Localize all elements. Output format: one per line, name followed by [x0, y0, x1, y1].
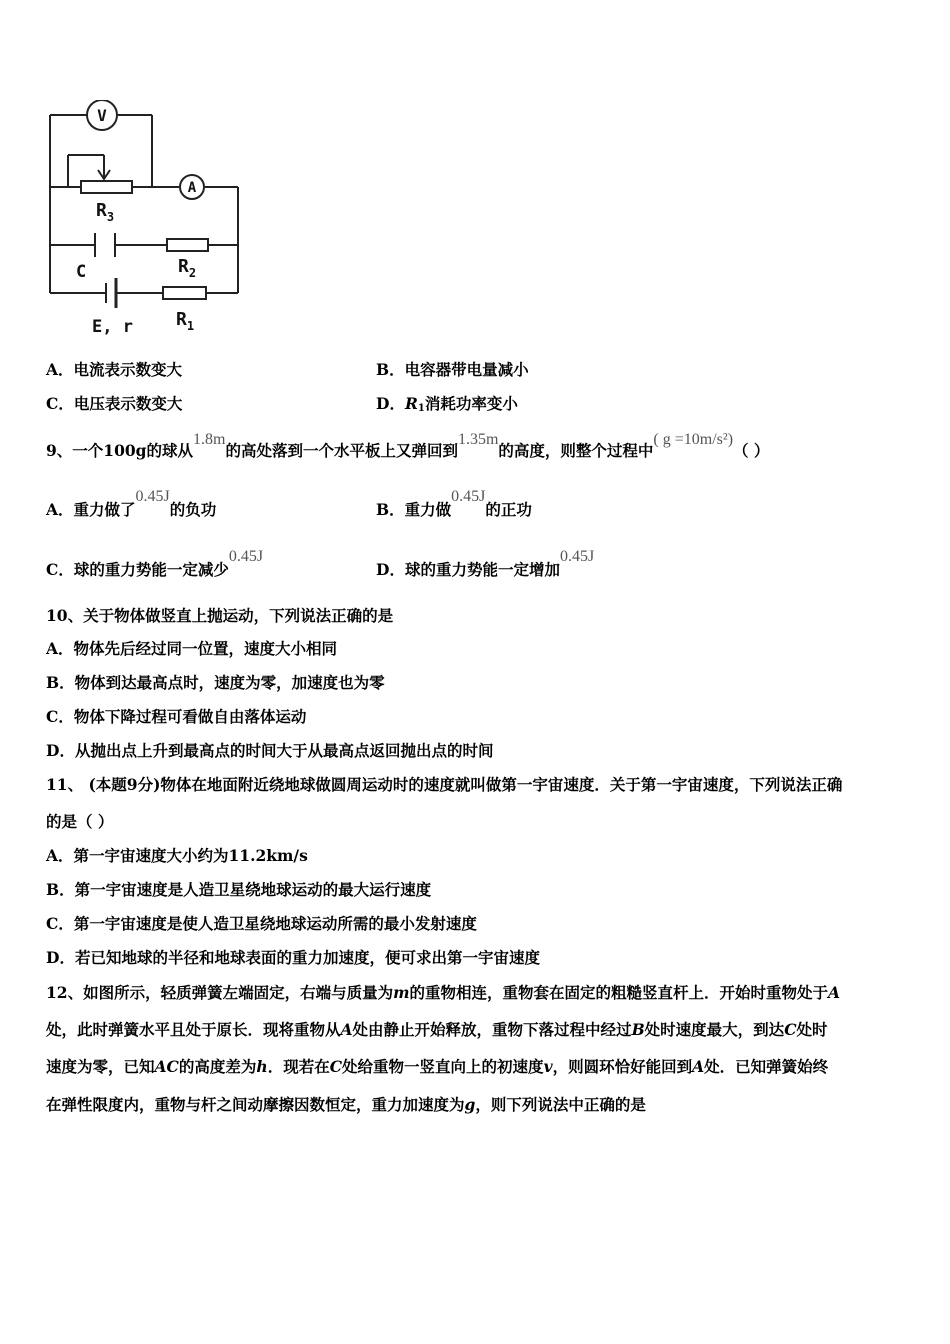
q9-option-a: A．重力做了0.45J的负功: [46, 488, 217, 519]
q11-option-d: D．若已知地球的半径和地球表面的重力加速度，便可求出第一宇宙速度: [46, 948, 540, 967]
q9-option-b: B．重力做0.45J的正功: [376, 488, 532, 519]
q11-stem-line2: 的是（ ）: [46, 812, 114, 831]
voltmeter-label: V: [97, 106, 107, 125]
resistor-r1-body: [163, 287, 206, 299]
capacitor-label: C: [76, 262, 87, 282]
q10-option-c: C．物体下降过程可看做自由落体运动: [46, 707, 307, 726]
q10-option-b: B．物体到达最高点时，速度为零，加速度也为零: [46, 673, 385, 692]
q10-option-a: A．物体先后经过同一位置，速度大小相同: [46, 639, 338, 658]
r3-label: $R_3$: [96, 200, 115, 224]
q9-option-d: D．球的重力势能一定增加0.45J: [376, 548, 595, 579]
q9-option-c: C．球的重力势能一定减少0.45J: [46, 548, 264, 579]
resistor-r2-body: [167, 239, 208, 251]
q11-option-b: B．第一宇宙速度是人造卫星绕地球运动的最大运行速度: [46, 880, 432, 899]
q11-option-c: C．第一宇宙速度是使人造卫星绕地球运动所需的最小发射速度: [46, 914, 477, 933]
q11-stem-line1: 11、 (本题9分)物体在地面附近绕地球做圆周运动时的速度就叫做第一宇宙速度．关于第一宇宙速度，下列说法正确: [46, 775, 843, 794]
r1-label: $R_1$: [176, 309, 195, 333]
q8-option-b: B．电容器带电量减小: [376, 360, 529, 379]
q12-stem-line4: 在弹性限度内，重物与杆之间动摩擦因数恒定，重力加速度为g，则下列说法中正确的是: [46, 1095, 646, 1114]
q10-option-d: D．从抛出点上升到最高点的时间大于从最高点返回抛出点的时间: [46, 741, 494, 760]
q12-stem-line2: 处，此时弹簧水平且处于原长．现将重物从A处由静止开始释放，重物下落过程中经过B处时速度最大，到达C处时: [46, 1020, 828, 1039]
q12-stem-line1: 12、如图所示，轻质弹簧左端固定，右端与质量为m的重物相连，重物套在固定的粗糙竖直杆上．开始时重物处于A: [46, 983, 841, 1002]
rheostat-r3-body: [81, 181, 132, 193]
q8-option-d: D．$R_1$消耗功率变小: [376, 394, 518, 414]
battery-label: E, r: [92, 317, 133, 337]
q12-stem-line3: 速度为零，已知AC的高度差为h．现若在C处给重物一竖直向上的初速度v，则圆环恰好能回到A处．已知弹簧始终: [46, 1057, 829, 1076]
r2-label: $R_2$: [178, 256, 197, 280]
circuit-diagram: [40, 100, 250, 340]
q10-stem: 10、关于物体做竖直上抛运动，下列说法正确的是: [46, 606, 394, 625]
q8-option-c: C．电压表示数变大: [46, 394, 183, 413]
ammeter-label: A: [187, 180, 197, 196]
q11-option-a: A．第一宇宙速度大小约为11.2km/s: [46, 846, 308, 865]
q8-option-a: A．电流表示数变大: [46, 360, 183, 379]
q9-stem: 9、一个100g的球从1.8m的高处落到一个水平板上又弹回到1.35m的高度，则整个过程中( g =10m/s²)（ ）: [46, 431, 770, 460]
